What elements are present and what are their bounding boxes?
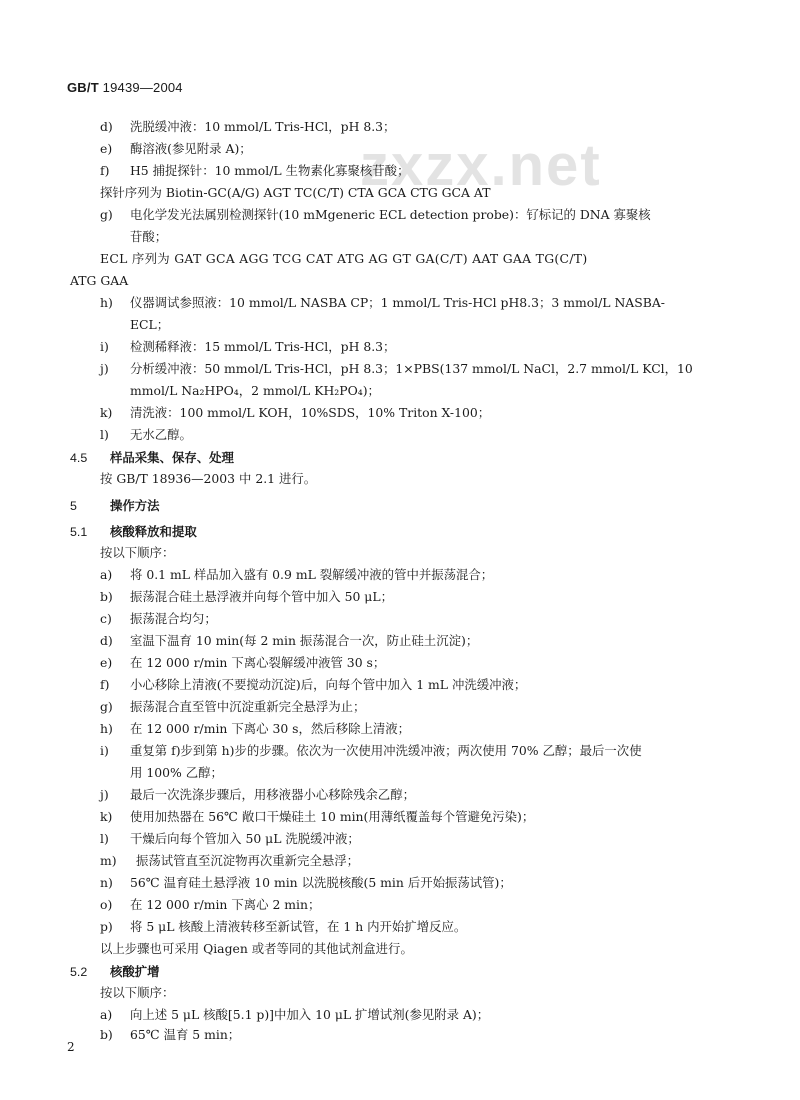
section-intro: 按以下顺序： (100, 545, 175, 560)
section-body: 按 GB/T 18936—2003 中 2.1 进行。 (100, 471, 317, 486)
list-item (100, 874, 512, 892)
item-text: 仪器调试参照液：10 mmol/L NASBA CP；1 mmol/L Tris-HCl pH8.3；3 mmol/L NASBA- (130, 295, 665, 310)
list-item (100, 140, 252, 158)
item-text: 室温下温育 10 min(每 2 min 振荡混合一次，防止硅土沉淀)； (130, 633, 479, 648)
section-title: 核酸扩增 (110, 964, 160, 979)
section-number: 5 (70, 499, 77, 513)
list-item (100, 360, 693, 378)
ecl-sequence: ECL 序列为 GAT GCA AGG TCG CAT ATG AG GT GA(C/T) AAT GAA TG(C/T) (100, 251, 588, 266)
item-text: 洗脱缓冲液：10 mmol/L Tris-HCl，pH 8.3； (130, 119, 396, 134)
item-label: f) (100, 677, 110, 692)
list-item (100, 742, 642, 760)
list-item (100, 1026, 240, 1044)
probe-sequence: 探针序列为 Biotin-GC(A/G) AGT TC(C/T) CTA GCA CTG GCA AT (100, 185, 491, 200)
item-text: 在 12 000 r/min 下离心 30 s，然后移除上清液； (130, 721, 411, 736)
item-label: l) (100, 427, 109, 442)
item-label: c) (100, 611, 112, 626)
list-item (100, 632, 478, 650)
section-number: 5.1 (70, 525, 88, 539)
list-item (100, 852, 359, 870)
item-text: 振荡混合硅土悬浮液并向每个管中加入 50 μL； (130, 589, 393, 604)
list-item (100, 654, 385, 672)
item-text: 将 5 μL 核酸上清液转移至新试管，在 1 h 内开始扩增反应。 (130, 919, 467, 934)
section-title: 样品采集、保存、处理 (110, 450, 234, 465)
item-label: k) (100, 405, 113, 420)
item-label: a) (100, 1007, 113, 1022)
item-text: 最后一次洗涤步骤后，用移液器小心移除残余乙醇； (130, 787, 415, 802)
ecl-sequence-cont: ATG GAA (70, 273, 129, 288)
watermark: zxzx.net (360, 133, 602, 198)
note-text: 以上步骤也可采用 Qiagen 或者等同的其他试剂盒进行。 (100, 941, 413, 956)
item-text: 将 0.1 mL 样品加入盛有 0.9 mL 裂解缓冲液的管中并振荡混合； (130, 567, 494, 582)
item-text: 56℃ 温育硅土悬浮液 10 min 以洗脱核酸(5 min 后开始振荡试管)； (130, 875, 512, 890)
item-text: 振荡混合均匀； (130, 611, 217, 626)
item-text: 小心移除上清液(不要搅动沉淀)后，向每个管中加入 1 mL 冲洗缓冲液； (130, 677, 527, 692)
section-title: 核酸释放和提取 (110, 524, 197, 539)
page-number: 2 (67, 1040, 75, 1054)
list-item (100, 206, 651, 224)
item-text: 清洗液：100 mmol/L KOH，10%SDS，10% Triton X-100； (130, 405, 491, 420)
list-item (100, 338, 395, 356)
list-item (100, 426, 192, 444)
item-label: d) (100, 119, 113, 134)
list-item (100, 830, 360, 848)
item-continuation: mmol/L Na₂HPO₄，2 mmol/L KH₂PO₄)； (130, 383, 380, 398)
item-label: f) (100, 163, 110, 178)
item-label: m) (100, 853, 117, 868)
item-label: i) (100, 743, 109, 758)
item-label: d) (100, 633, 113, 648)
item-label: j) (100, 361, 109, 376)
item-label: b) (100, 1027, 113, 1042)
list-item (100, 610, 217, 628)
section-heading-5-2 (70, 962, 160, 980)
section-title: 操作方法 (110, 498, 160, 513)
item-continuation: 苷酸； (130, 229, 168, 244)
list-item (100, 918, 466, 936)
item-label: j) (100, 787, 109, 802)
item-label: h) (100, 295, 113, 310)
item-label: l) (100, 831, 109, 846)
list-item (100, 676, 526, 694)
item-label: p) (100, 919, 113, 934)
item-label: k) (100, 809, 113, 824)
list-item (100, 720, 410, 738)
list-item (100, 404, 490, 422)
list-item (100, 162, 409, 180)
item-label: a) (100, 567, 113, 582)
item-label: i) (100, 339, 109, 354)
item-text: 振荡混合直至管中沉淀重新完全悬浮为止； (130, 699, 366, 714)
item-text: 检测稀释液：15 mmol/L Tris-HCl，pH 8.3； (130, 339, 396, 354)
item-continuation: 用 100% 乙醇； (130, 765, 223, 780)
list-item (100, 896, 320, 914)
item-label: b) (100, 589, 113, 604)
section-heading-5-1 (70, 522, 197, 540)
item-text: 向上述 5 μL 核酸[5.1 p)]中加入 10 μL 扩增试剂(参见附录 A)； (130, 1007, 490, 1022)
list-item (100, 808, 534, 826)
item-label: e) (100, 141, 113, 156)
section-number: 5.2 (70, 965, 88, 979)
section-number: 4.5 (70, 451, 88, 465)
item-text: 在 12 000 r/min 下离心 2 min； (130, 897, 321, 912)
item-label: e) (100, 655, 113, 670)
item-text: 65℃ 温育 5 min； (130, 1027, 241, 1042)
item-text: 在 12 000 r/min 下离心裂解缓冲液管 30 s； (130, 655, 386, 670)
section-heading-5 (70, 496, 160, 514)
list-item (100, 294, 665, 312)
section-intro: 按以下顺序： (100, 985, 175, 1000)
item-label: g) (100, 207, 113, 222)
standard-header (67, 80, 183, 95)
section-heading-4-5 (70, 448, 234, 466)
list-item (100, 588, 393, 606)
item-label: n) (100, 875, 113, 890)
item-text: 电化学发光法属别检测探针(10 mMgeneric ECL detection probe)：钌标记的 DNA 寡聚核 (130, 207, 651, 222)
item-text: 振荡试管直至沉淀物再次重新完全悬浮； (136, 853, 360, 868)
item-text: 使用加热器在 56℃ 敞口干燥硅土 10 min(用薄纸覆盖每个管避免污染)； (130, 809, 535, 824)
list-item (100, 786, 415, 804)
header-prefix: GB/T (67, 80, 99, 95)
item-continuation: ECL； (130, 317, 170, 332)
list-item (100, 118, 395, 136)
item-text: 分析缓冲液：50 mmol/L Tris-HCl，pH 8.3；1×PBS(137 mmol/L NaCl，2.7 mmol/L KCl，10 (130, 361, 693, 376)
list-item (100, 1006, 489, 1024)
item-text: 重复第 f)步到第 h)步的步骤。依次为一次使用冲洗缓冲液；两次使用 70% 乙醇；最后一次使 (130, 743, 642, 758)
item-text: H5 捕捉探针：10 mmol/L 生物素化寡聚核苷酸； (130, 163, 410, 178)
item-text: 酶溶液(参见附录 A)； (130, 141, 252, 156)
item-text: 无水乙醇。 (130, 427, 192, 442)
list-item (100, 698, 365, 716)
header-number: 19439—2004 (102, 80, 183, 95)
item-label: h) (100, 721, 113, 736)
item-label: o) (100, 897, 113, 912)
list-item (100, 566, 493, 584)
item-label: g) (100, 699, 113, 714)
item-text: 干燥后向每个管加入 50 μL 洗脱缓冲液； (130, 831, 360, 846)
